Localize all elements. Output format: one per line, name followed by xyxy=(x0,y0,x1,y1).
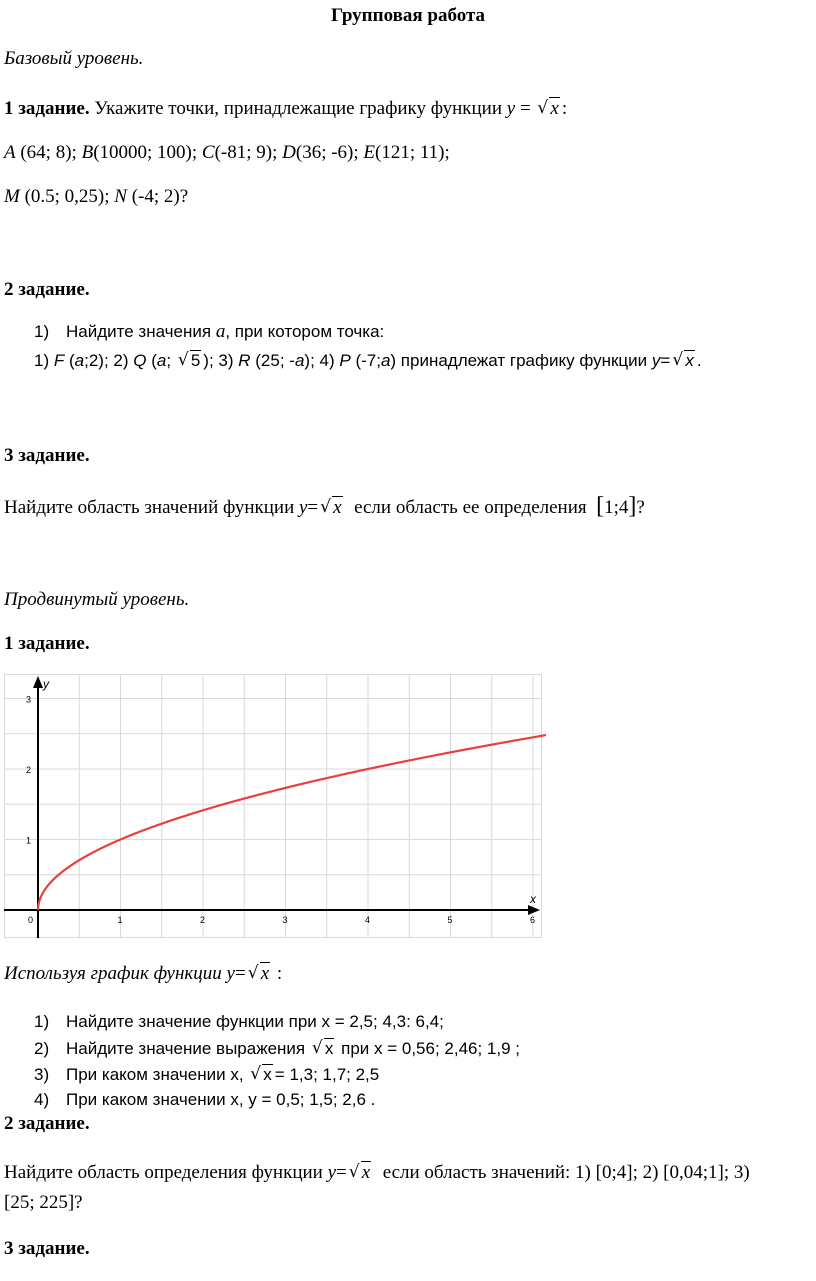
sqrt-five: √ 5 xyxy=(178,350,201,372)
basic-level-heading: Базовый уровень. xyxy=(4,48,144,69)
sqrt-x: √ x xyxy=(248,962,270,986)
x-tick-label: 5 xyxy=(447,915,453,925)
basic-task3-label: 3 задание. xyxy=(4,445,90,466)
advanced-task3-label: 3 задание. xyxy=(4,1238,90,1259)
advanced-task1-caption: Используя график функции y=√ x : xyxy=(4,962,282,986)
sqrt-x: √ x xyxy=(320,496,342,520)
x-axis-arrow xyxy=(528,905,540,915)
adv-item-1: 1) Найдите значение функции при x = 2,5; 4,3: 6,4; xyxy=(34,1012,444,1031)
x-tick-label: 0 xyxy=(28,915,34,925)
advanced-task2-text-cont: [25; 225]? xyxy=(4,1192,83,1213)
task-label: 1 задание. xyxy=(4,98,90,119)
basic-task2-points: 1) F (a;2); 2) Q (a; √ 5 ); 3) R (25; -a); 4) P (-7;a) принадлежат графику функции y=√ x . xyxy=(34,350,702,372)
advanced-task2-label: 2 задание. xyxy=(4,1113,90,1134)
x-tick-label: 6 xyxy=(530,915,536,925)
x-tick-label: 3 xyxy=(282,915,288,925)
chart-frame xyxy=(5,675,542,938)
adv-item-2: 2) Найдите значение выражения √ x при x = 0,56; 2,46; 1,9 ; xyxy=(34,1038,520,1060)
basic-task2-item: 1) Найдите значения a, при котором точка: xyxy=(34,321,385,342)
sqrt-chart xyxy=(4,670,546,938)
sqrt-x: √ x xyxy=(250,1064,273,1086)
sqrt-x: √ x xyxy=(349,1161,371,1185)
y-axis-arrow xyxy=(33,676,43,688)
y-tick-label: 1 xyxy=(26,835,32,846)
sqrt-x: √ x xyxy=(672,350,695,372)
x-tick-label: 1 xyxy=(117,915,123,925)
page-title: Групповая работа xyxy=(330,5,486,26)
advanced-level-heading: Продвинутый уровень. xyxy=(4,589,190,610)
basic-task3-text: Найдите область значений функции y=√ x если область ее определения [1;4]? xyxy=(4,494,645,520)
advanced-task2-text: Найдите область определения функции y=√ x если область значений: 1) [0;4]; 2) [0,04;1]; 3) xyxy=(4,1161,750,1185)
y-tick-label: 3 xyxy=(26,694,32,705)
adv-item-3: 3) При каком значении x, √ x = 1,3; 1,7; 2,5 xyxy=(34,1064,379,1086)
func-eq: = xyxy=(519,98,531,119)
x-tick-label: 4 xyxy=(365,915,371,925)
sqrt-x: √ x xyxy=(537,97,559,121)
basic-task1-line: 1 задание. Укажите точки, принадлежащие графику функции y = √ x : xyxy=(4,97,567,121)
y-tick-label: 2 xyxy=(26,765,32,775)
points-line-2: M (0.5; 0,25); N (-4; 2)? xyxy=(4,186,189,207)
func-y: y xyxy=(506,98,516,119)
x-tick-label: 2 xyxy=(200,915,206,925)
adv-item-4: 4) При каком значении x, y = 0,5; 1,5; 2,6 . xyxy=(34,1090,376,1109)
points-line-1: A (64; 8); B(10000; 100); C(-81; 9); D(36; -6); E(121; 11); xyxy=(4,142,450,163)
advanced-task1-label: 1 задание. xyxy=(4,633,90,654)
x-axis-label: x xyxy=(530,892,536,906)
y-axis-label: y xyxy=(43,677,49,691)
sqrt-x: √ x xyxy=(312,1038,335,1060)
sqrt-curve xyxy=(38,734,546,910)
task-text: Укажите точки, принадлежащие графику функции xyxy=(94,98,503,119)
basic-task2-label: 2 задание. xyxy=(4,279,90,300)
